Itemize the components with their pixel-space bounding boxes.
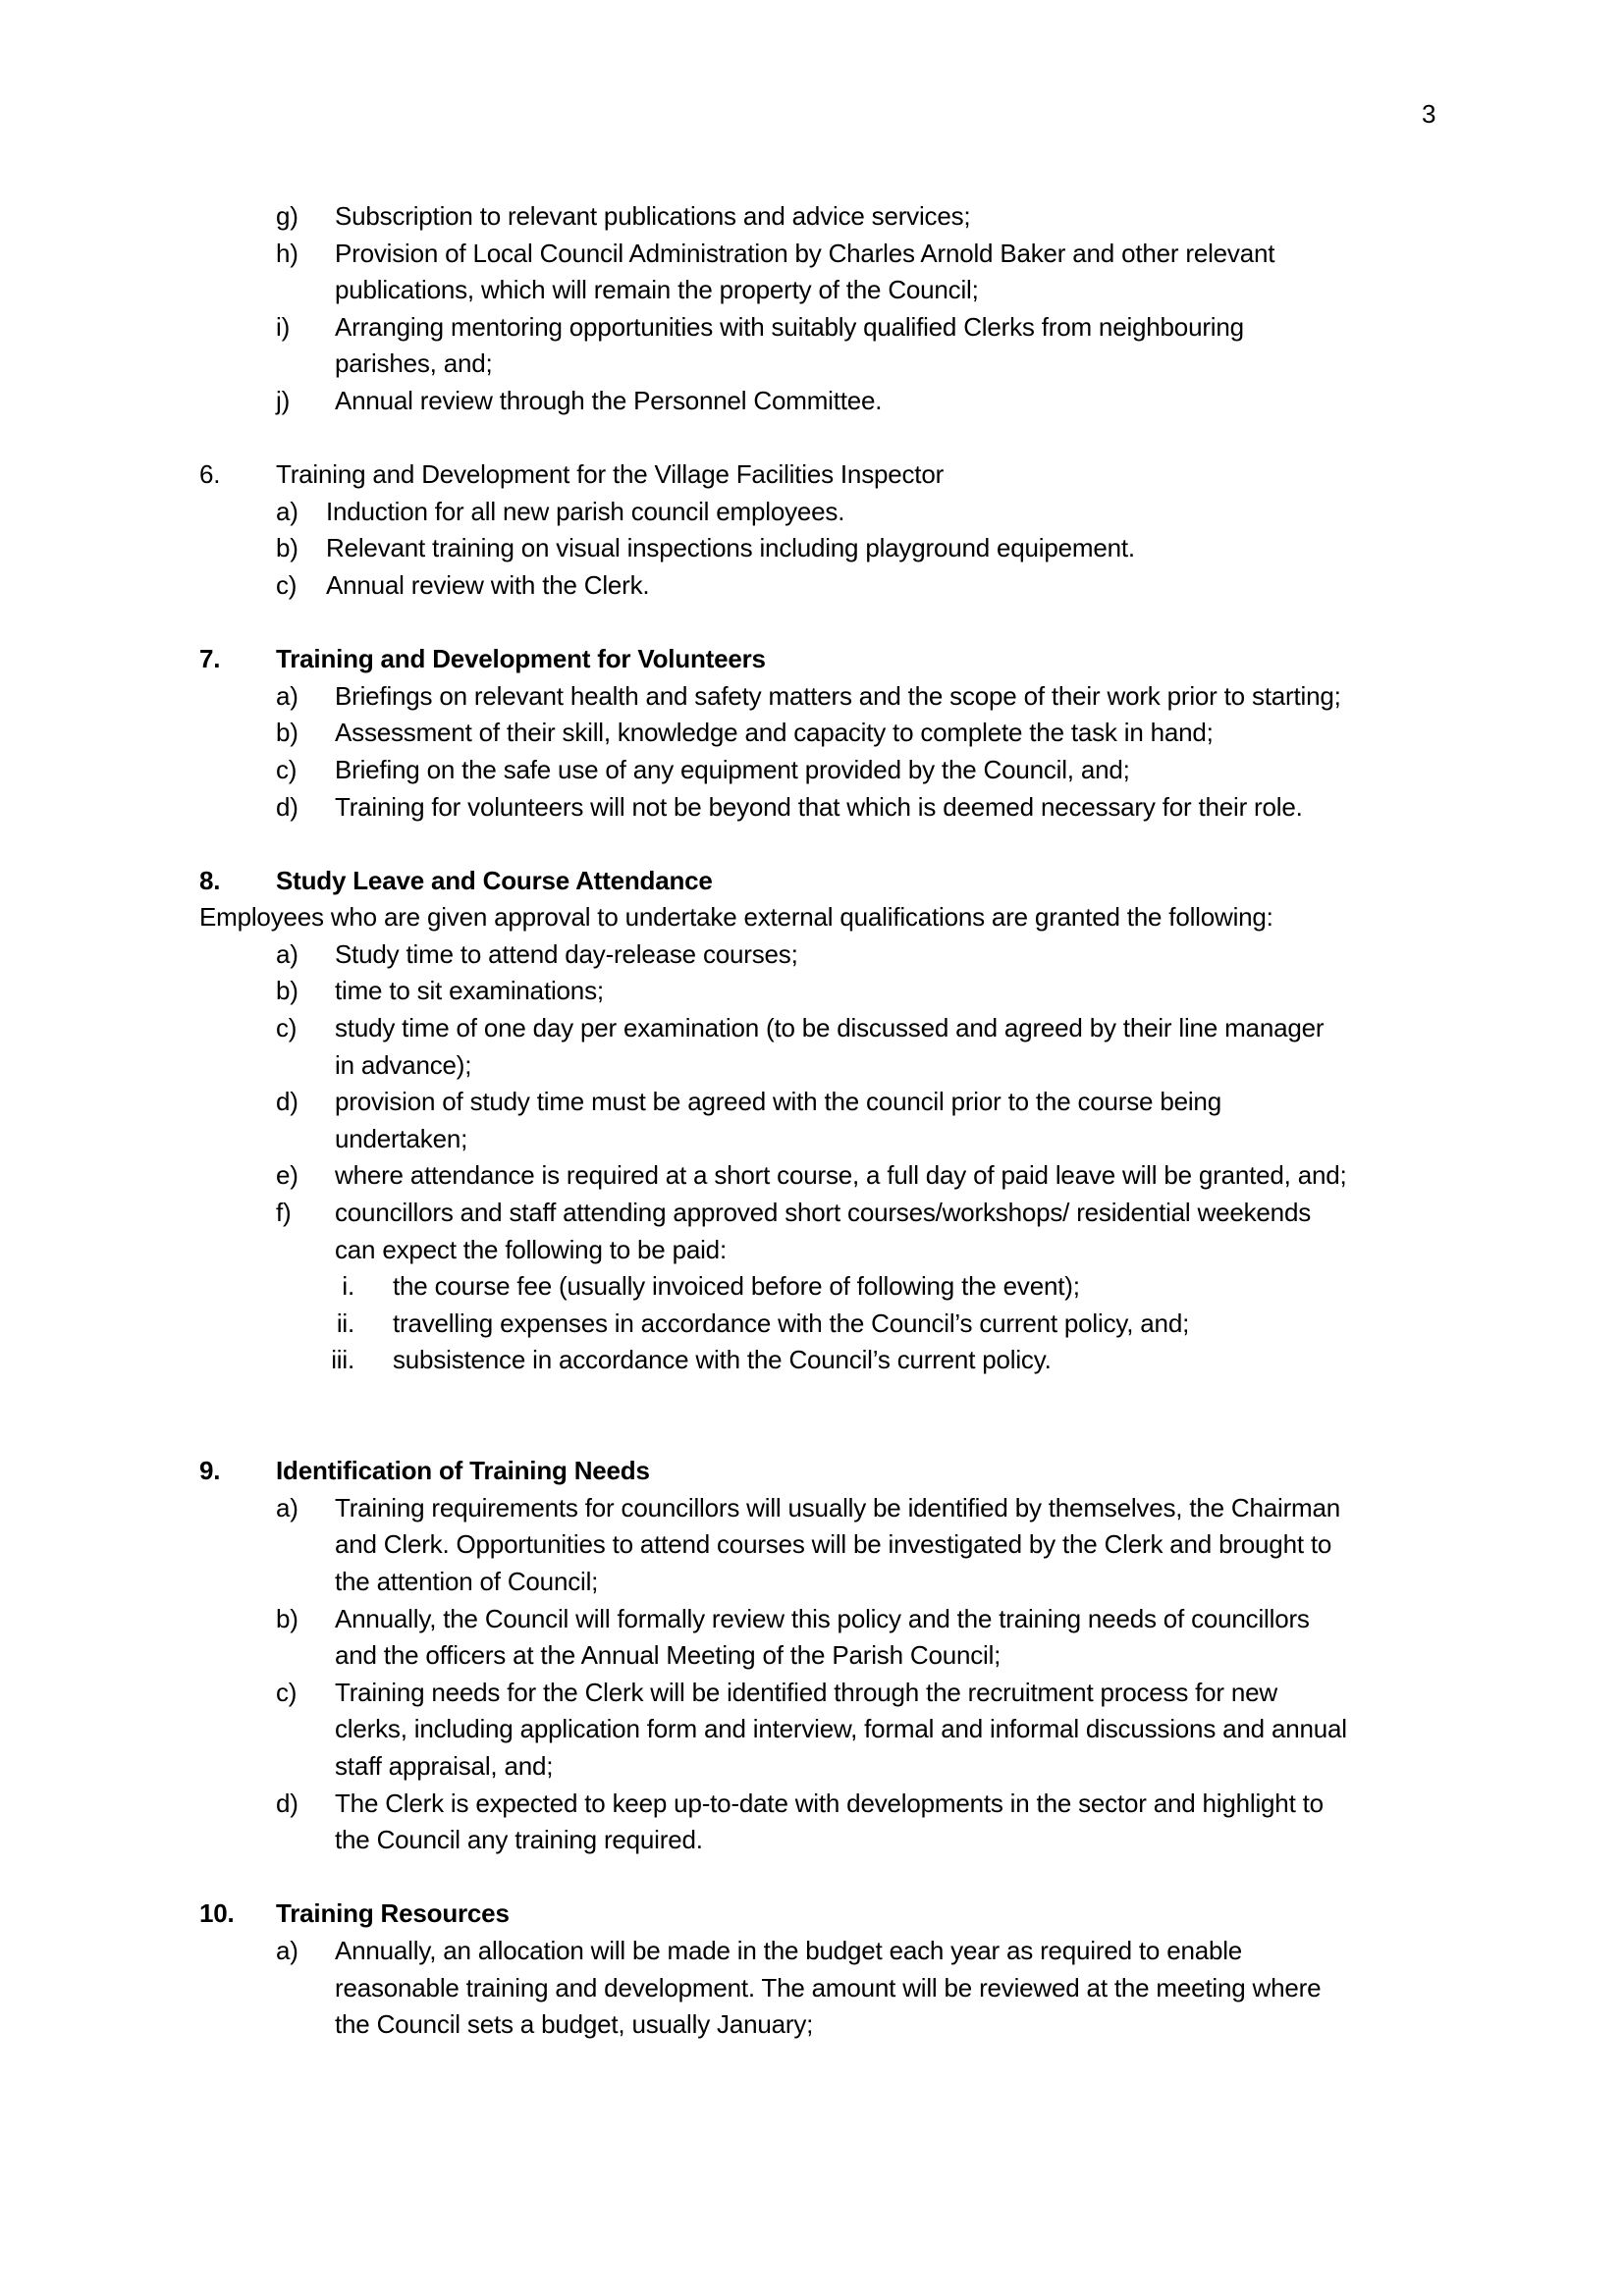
item-label: j) [276, 385, 291, 415]
item-text: Training requirements for councillors will usually be identified by themselves, the Chairman [335, 1492, 1340, 1522]
section-number: 10. [199, 1898, 235, 1929]
item-label: d) [276, 1087, 298, 1117]
item-text: Provision of Local Council Administration by Charles Arnold Baker and other relevant [335, 238, 1275, 268]
item-label: b) [276, 1603, 298, 1633]
item-label: b) [276, 976, 298, 1006]
item-text: time to sit examinations; [335, 976, 604, 1006]
item-label: a) [276, 1935, 298, 1965]
list-item-continuation [0, 272, 1624, 309]
list-item [0, 309, 1624, 347]
item-text: the Council any training required. [335, 1825, 703, 1855]
item-text: and the officers at the Annual Meeting of the Parish Council; [335, 1640, 1001, 1671]
list-item-continuation [0, 1564, 1624, 1601]
page-number: 3 [1422, 99, 1436, 129]
list-item-continuation [0, 1970, 1624, 2007]
item-text: Training for volunteers will not be beyond that which is deemed necessary for their role. [335, 791, 1303, 822]
item-label: c) [276, 754, 298, 784]
item-text: Training needs for the Clerk will be identified through the recruitment process for new [335, 1677, 1278, 1707]
list-item [0, 936, 1624, 974]
item-label: h) [276, 238, 298, 268]
item-label: a) [276, 938, 298, 969]
item-text: undertaken; [335, 1123, 468, 1153]
section-8 [0, 863, 1624, 1379]
item-label: g) [276, 201, 298, 231]
item-text: Arranging mentoring opportunities with suitably qualified Clerks from neighbouring [335, 311, 1244, 342]
list-item [0, 567, 1624, 605]
section-number: 6. [199, 459, 221, 490]
list-item [0, 1084, 1624, 1121]
item-text: and Clerk. Opportunities to attend courses will be investigated by the Clerk and brought to [335, 1529, 1332, 1560]
list-item [0, 1601, 1624, 1638]
item-text: the Council sets a budget, usually January; [335, 2009, 814, 2040]
sub-item-text: travelling expenses in accordance with the Council’s current policy, and; [393, 1308, 1190, 1338]
section-title: Training Resources [276, 1898, 510, 1929]
item-label: c) [276, 1677, 298, 1707]
list-item [0, 1010, 1624, 1047]
list-item-continuation [0, 1748, 1624, 1786]
item-label: f) [276, 1198, 292, 1228]
item-text: can expect the following to be paid: [335, 1234, 727, 1264]
spacer [0, 1379, 1624, 1416]
list-item [0, 789, 1624, 827]
list-item-continuation [0, 1047, 1624, 1085]
list-item [0, 383, 1624, 420]
section-title: Training and Development for the Village Facilities Inspector [276, 459, 945, 490]
list-item-continuation [0, 1526, 1624, 1564]
item-text: provision of study time must be agreed with the council prior to the course being [335, 1087, 1221, 1117]
sub-item-text: the course fee (usually invoiced before of following the event); [393, 1271, 1080, 1302]
section-heading [0, 641, 1624, 678]
list-item-continuation [0, 1822, 1624, 1859]
section-heading [0, 1896, 1624, 1933]
item-text: Study time to attend day-release courses; [335, 938, 798, 969]
section-6 [0, 456, 1624, 604]
list-item [0, 715, 1624, 752]
list-item-continuation [0, 1711, 1624, 1748]
spacer [0, 1859, 1624, 1896]
section-heading [0, 863, 1624, 900]
list-item [0, 198, 1624, 236]
section-number: 8. [199, 865, 221, 895]
list-item [0, 678, 1624, 716]
item-text: councillors and staff attending approved short courses/workshops/ residential weekends [335, 1198, 1312, 1228]
item-label: b) [276, 533, 298, 563]
item-text: publications, which will remain the property of the Council; [335, 275, 979, 305]
intro-text: Employees who are given approval to undertake external qualifications are granted the following: [199, 902, 1273, 933]
list-item [0, 1195, 1624, 1232]
list-item [0, 1157, 1624, 1195]
list-item [0, 1786, 1624, 1823]
spacer [0, 826, 1624, 863]
item-text: study time of one day per examination (to be discussed and agreed by their line manager [335, 1013, 1325, 1043]
item-label: a) [276, 496, 298, 526]
section-title: Identification of Training Needs [276, 1456, 650, 1486]
item-label: d) [276, 1788, 298, 1818]
sub-item-label: i. [342, 1271, 354, 1302]
item-text: in advance); [335, 1049, 472, 1080]
list-item [0, 1933, 1624, 1970]
item-label: a) [276, 680, 298, 711]
item-text: clerks, including application form and interview, formal and informal discussions and annual [335, 1714, 1347, 1744]
sub-list-item [0, 1342, 1624, 1379]
list-item [0, 973, 1624, 1010]
list-item [0, 1490, 1624, 1527]
spacer [0, 420, 1624, 457]
item-label: e) [276, 1160, 298, 1191]
item-text: staff appraisal, and; [335, 1750, 554, 1781]
item-label: i) [276, 311, 291, 342]
section-9 [0, 1453, 1624, 1859]
item-text: reasonable training and development. The amount will be reviewed at the meeting where [335, 1972, 1322, 2002]
section-title: Study Leave and Course Attendance [276, 865, 713, 895]
list-item-continuation [0, 2006, 1624, 2044]
item-text: The Clerk is expected to keep up-to-date with developments in the sector and highlight to [335, 1788, 1324, 1818]
item-label: c) [276, 569, 298, 600]
item-text: Assessment of their skill, knowledge and capacity to complete the task in hand; [335, 718, 1214, 748]
section-7 [0, 641, 1624, 826]
item-text: Annually, the Council will formally review this policy and the training needs of councillors [335, 1603, 1310, 1633]
item-label: b) [276, 718, 298, 748]
item-text: Subscription to relevant publications and advice services; [335, 201, 971, 231]
sub-item-text: subsistence in accordance with the Council’s current policy. [393, 1345, 1052, 1375]
item-text: Induction for all new parish council employees. [326, 496, 845, 526]
section-number: 9. [199, 1456, 221, 1486]
item-text: Annual review with the Clerk. [326, 569, 650, 600]
item-text: the attention of Council; [335, 1566, 599, 1596]
list-item [0, 530, 1624, 567]
sub-item-label: iii. [331, 1345, 354, 1375]
item-text: Briefing on the safe use of any equipment provided by the Council, and; [335, 754, 1130, 784]
spacer [0, 605, 1624, 642]
list-item-continuation [0, 346, 1624, 383]
sub-list-item [0, 1268, 1624, 1306]
item-text: Briefings on relevant health and safety matters and the scope of their work prior to starting; [335, 680, 1341, 711]
list-item [0, 1675, 1624, 1712]
spacer [0, 1416, 1624, 1454]
list-item-continuation [0, 1121, 1624, 1158]
section-heading [0, 456, 1624, 494]
list-item-continuation [0, 1637, 1624, 1675]
sub-list-item [0, 1306, 1624, 1343]
item-text: Relevant training on visual inspections including playground equipement. [326, 533, 1135, 563]
item-text: parishes, and; [335, 348, 493, 379]
section-heading [0, 1453, 1624, 1490]
section-number: 7. [199, 644, 221, 674]
list-item [0, 236, 1624, 273]
document-body [0, 198, 1624, 2044]
section-10 [0, 1896, 1624, 2043]
item-label: a) [276, 1492, 298, 1522]
section-5-continuation [0, 198, 1624, 420]
list-item [0, 752, 1624, 789]
section-intro [0, 899, 1624, 936]
item-text: Annually, an allocation will be made in the budget each year as required to enable [335, 1935, 1243, 1965]
section-title: Training and Development for Volunteers [276, 644, 766, 674]
item-text: where attendance is required at a short course, a full day of paid leave will be granted, and; [335, 1160, 1347, 1191]
item-label: d) [276, 791, 298, 822]
list-item [0, 494, 1624, 531]
item-label: c) [276, 1013, 298, 1043]
item-text: Annual review through the Personnel Committee. [335, 385, 883, 415]
list-item-continuation [0, 1232, 1624, 1269]
sub-item-label: ii. [336, 1308, 354, 1338]
